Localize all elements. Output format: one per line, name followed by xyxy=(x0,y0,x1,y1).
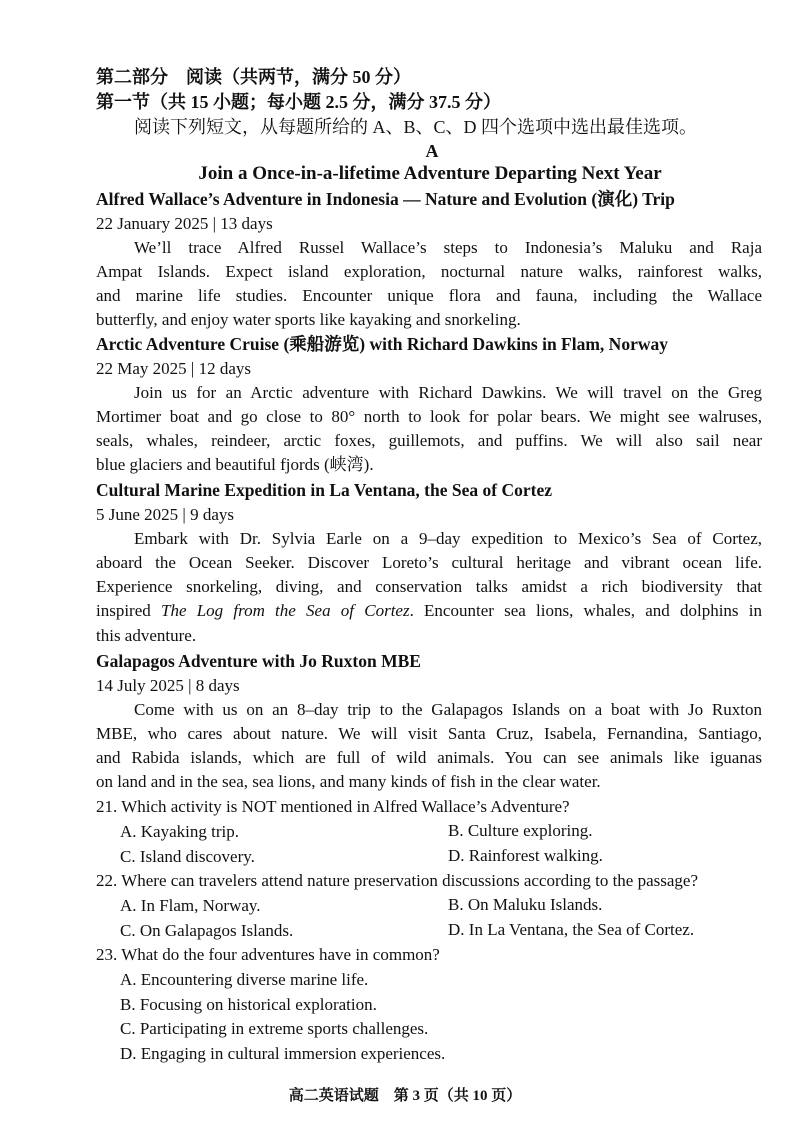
trip-text-line: Experience snorkeling, diving, and conservation talks amidst a rich biodiversity that xyxy=(96,577,762,596)
answer-option[interactable]: D. Engaging in cultural immersion experiences. xyxy=(120,1044,446,1063)
trip-heading: Arctic Adventure Cruise (乘船游览) with Richard Dawkins in Flam, Norway xyxy=(96,334,668,354)
trip-text-line: We’ll trace Alfred Russel Wallace’s steps to Indonesia’s Maluku and Raja xyxy=(134,238,762,257)
answer-option[interactable]: A. Kayaking trip. xyxy=(120,822,239,841)
section-heading: 第一节（共 15 小题；每小题 2.5 分，满分 37.5 分） xyxy=(96,92,501,112)
answer-option[interactable]: C. Island discovery. xyxy=(120,847,255,866)
answer-option[interactable]: A. Encountering diverse marine life. xyxy=(120,970,369,989)
trip-heading: Alfred Wallace’s Adventure in Indonesia — Nature and Evolution (演化) Trip xyxy=(96,189,675,209)
trip-date: 14 July 2025 | 8 days xyxy=(96,676,240,695)
trip-text-line: Ampat Islands. Expect island exploration, nocturnal nature walks, rainforest walks, xyxy=(96,262,762,281)
question-stem: 21. Which activity is NOT mentioned in Alfred Wallace’s Adventure? xyxy=(96,797,570,816)
answer-option[interactable]: C. Participating in extreme sports challenges. xyxy=(120,1019,429,1038)
trip-text-line xyxy=(96,600,762,622)
trip-text-line: this adventure. xyxy=(96,626,197,645)
trip-text-line: Come with us on an 8–day trip to the Galapagos Islands on a boat with Jo Ruxton xyxy=(134,700,762,719)
trip-text-line: and Rabida islands, which are full of wild animals. You can see animals like iguanas xyxy=(96,748,762,767)
question-stem: 23. What do the four adventures have in common? xyxy=(96,945,440,964)
trip-text-line: seals, whales, reindeer, arctic foxes, guillemots, and puffins. We will also sail near xyxy=(96,431,762,450)
page-footer: 高二英语试题 第 3 页（共 10 页） xyxy=(288,1088,522,1104)
trip-date: 22 May 2025 | 12 days xyxy=(96,359,251,378)
trip-heading: Cultural Marine Expedition in La Ventana, the Sea of Cortez xyxy=(96,480,552,500)
book-title: The Log from the Sea of Cortez xyxy=(160,601,410,620)
part-heading: 第二部分 阅读（共两节，满分 50 分） xyxy=(96,67,411,87)
passage-letter: A xyxy=(425,141,439,161)
trip-text-line: Embark with Dr. Sylvia Earle on a 9–day expedition to Mexico’s Sea of Cortez, xyxy=(134,529,762,548)
trip-text-line: aboard the Ocean Seeker. Discover Loreto’s cultural heritage and vibrant ocean life. xyxy=(96,553,762,572)
trip-text-line: on land and in the sea, sea lions, and many kinds of fish in the clear water. xyxy=(96,772,601,791)
trip-text-line: butterfly, and enjoy water sports like kayaking and snorkeling. xyxy=(96,310,521,329)
text-fragment: . Encounter sea lions, whales, and dolphins in xyxy=(409,601,762,620)
answer-option[interactable]: B. Culture exploring. xyxy=(448,821,593,840)
instruction-text: 阅读下列短文，从每题所给的 A、B、C、D 四个选项中选出最佳选项。 xyxy=(134,117,698,137)
trip-date: 5 June 2025 | 9 days xyxy=(96,505,234,524)
answer-option[interactable]: D. In La Ventana, the Sea of Cortez. xyxy=(448,920,695,939)
trip-text-line: Mortimer boat and go close to 80° north to look for polar bears. We might see walruses, xyxy=(96,407,762,426)
trip-text-line: and marine life studies. Encounter unique flora and fauna, including the Wallace xyxy=(96,286,762,305)
answer-option[interactable]: C. On Galapagos Islands. xyxy=(120,921,294,940)
answer-option[interactable]: B. Focusing on historical exploration. xyxy=(120,995,377,1014)
answer-option[interactable]: D. Rainforest walking. xyxy=(448,846,603,865)
trip-heading: Galapagos Adventure with Jo Ruxton MBE xyxy=(96,651,421,671)
text-fragment: inspired xyxy=(96,601,161,620)
trip-date: 22 January 2025 | 13 days xyxy=(96,214,273,233)
trip-text-line: blue glaciers and beautiful fjords (峡湾). xyxy=(96,455,374,474)
question-stem: 22. Where can travelers attend nature preservation discussions according to the passage? xyxy=(96,871,699,890)
passage-title: Join a Once-in-a-lifetime Adventure Departing Next Year xyxy=(198,163,662,184)
answer-option[interactable]: A. In Flam, Norway. xyxy=(120,896,261,915)
trip-text-line: MBE, who cares about nature. We will visit Santa Cruz, Isabela, Fernandina, Santiago, xyxy=(96,724,762,743)
answer-option[interactable]: B. On Maluku Islands. xyxy=(448,895,603,914)
trip-text-line: Join us for an Arctic adventure with Richard Dawkins. We will travel on the Greg xyxy=(134,383,762,402)
